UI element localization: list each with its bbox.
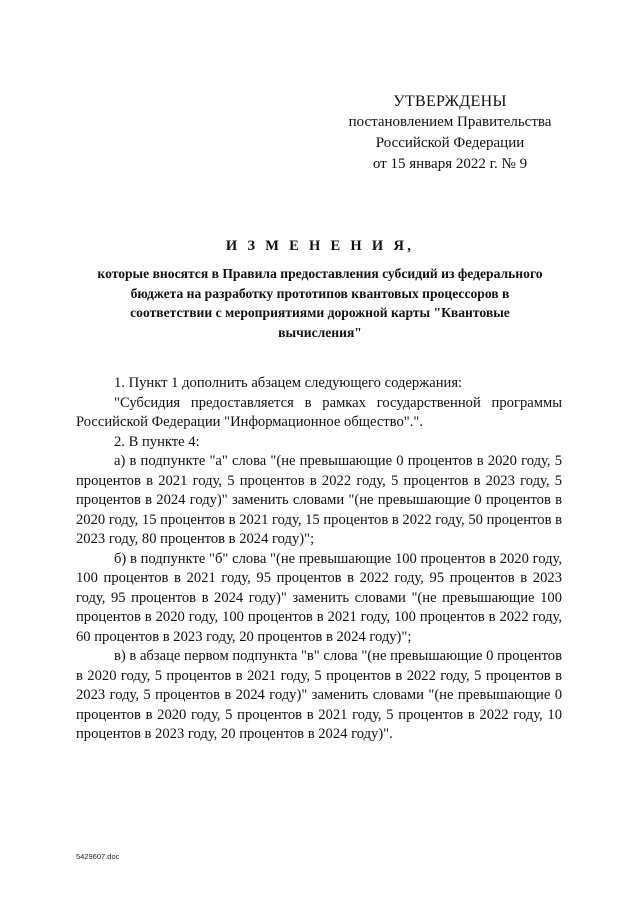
approval-stamp xyxy=(330,91,570,175)
paragraph-item-1: 1. Пункт 1 дополнить абзацем следующего содержания: xyxy=(114,375,463,391)
document-title: И З М Е Н Е Н И Я, xyxy=(225,238,415,254)
paragraph-subitem-b: б) в подпункте "б" слова "(не превышающие 100 процентов в 2020 году, 100 процентов в 2021 году, 95 процентов в 2022 году, 95 процентов в 2023 году, 95 процентов в 2024 году)" заменить словами "(не превышающие 100 процентов в 2020 году, 100 процентов в 2021 году, 100 процентов в 2022 году, 60 процентов в 2023 году, 20 процентов в 2024 году)"; xyxy=(76,550,562,645)
paragraph-subitem-a: а) в подпункте "а" слова "(не превышающие 0 процентов в 2020 году, 5 процентов в 2021 году, 5 процентов в 2022 году, 5 процентов в 2023 году, 5 процентов в 2024 году)" заменить словами "(не превышающие 0 процентов в 2020 году, 15 процентов в 2021 году, 15 процентов в 2022 году, 50 процентов в 2023 году, 80 процентов в 2024 году)"; xyxy=(76,453,562,547)
document-body xyxy=(76,374,562,745)
paragraph-quote: "Субсидия предоставляется в рамках государственной программы Российской Федерации "Информационное общество".". xyxy=(76,394,562,430)
approval-line-1: постановлением Правительства xyxy=(348,114,552,130)
approval-line-3: от 15 января 2022 г. № 9 xyxy=(372,156,528,172)
paragraph-subitem-v: в) в абзаце первом подпункта "в" слова "(не превышающие 0 процентов в 2020 году, 5 процентов в 2021 году, 5 процентов в 2022 году, 5 процентов в 2023 году, 5 процентов в 2024 году)" заменить словами "(не превышающие 0 процентов в 2020 году, 5 процентов в 2021 году, 5 процентов в 2022 году, 10 процентов в 2023 году, 20 процентов в 2024 году)". xyxy=(76,648,562,742)
file-reference: 5429607.doc xyxy=(76,852,120,861)
approval-line-2: Российской Федерации xyxy=(375,135,525,151)
paragraph-item-2: 2. В пункте 4: xyxy=(114,433,200,450)
document-subtitle: которые вносятся в Правила предоставления субсидий из федерального бюджета на разработку прототипов квантовых процессоров в соответствии с мероприятиями дорожной карты "Квантовые вычисления" xyxy=(97,266,543,340)
approval-heading: УТВЕРЖДЕНЫ xyxy=(393,93,507,110)
